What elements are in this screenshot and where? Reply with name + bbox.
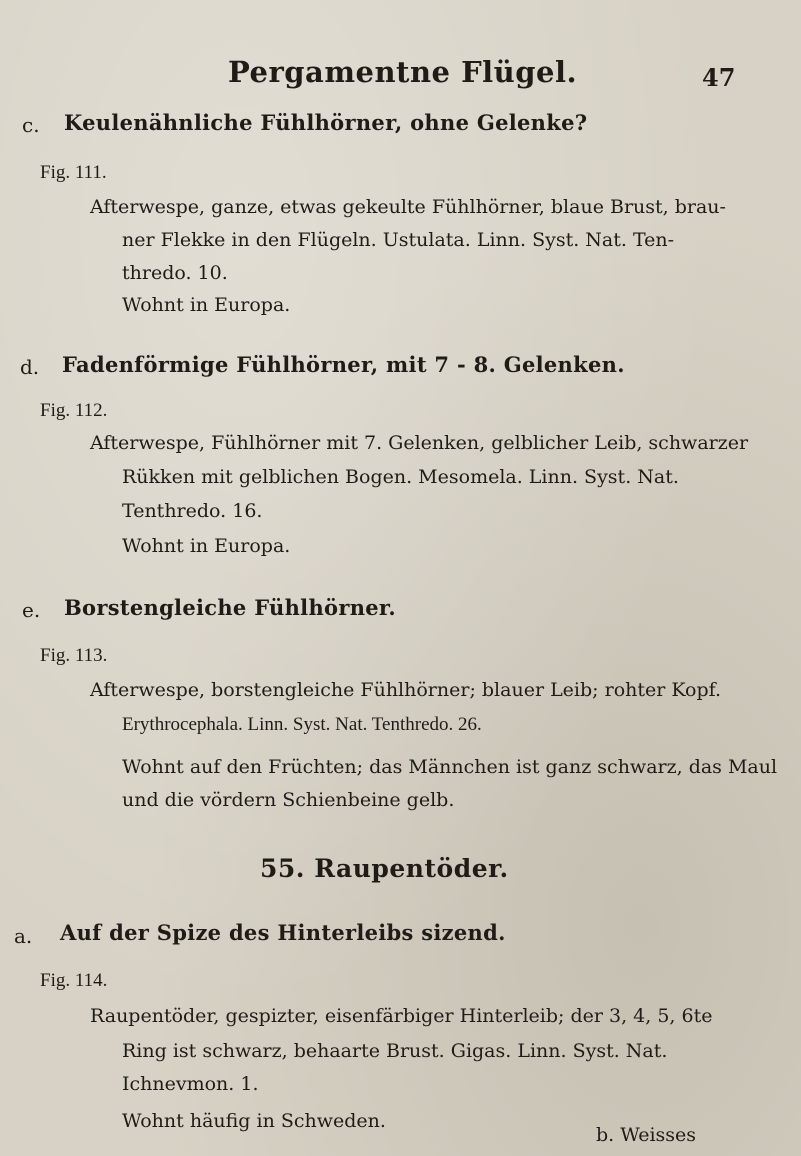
- text-line: Rükken mit gelblichen Bogen. Mesomela. Linn. Syst. Nat.: [122, 466, 679, 488]
- text-line: Raupentöder, gespizter, eisenfärbiger Hinterleib; der 3, 4, 5, 6te: [90, 1005, 713, 1027]
- text-line: Afterwespe, borstengleiche Fühlhörner; blauer Leib; rohter Kopf.: [90, 679, 722, 701]
- figure-label-111: Fig. 111.: [40, 162, 107, 183]
- text-line: Ichnevmon. 1.: [122, 1073, 259, 1095]
- section-marker-a: a.: [14, 924, 33, 948]
- section-heading-c: Keulenähnliche Fühlhörner, ohne Gelenke?: [64, 110, 588, 135]
- text-line: Tenthredo. 16.: [122, 500, 263, 522]
- text-line: Erythrocephala. Linn. Syst. Nat. Tenthredo. 26.: [122, 714, 482, 735]
- text-line: thredo. 10.: [122, 262, 228, 284]
- figure-label-114: Fig. 114.: [40, 970, 108, 991]
- text-line: Afterwespe, Fühlhörner mit 7. Gelenken, gelblicher Leib, schwarzer: [90, 432, 749, 454]
- habitat-line: Wohnt häufig in Schweden.: [122, 1110, 386, 1132]
- text-line: ner Flekke in den Flügeln. Ustulata. Linn. Syst. Nat. Ten-: [122, 229, 675, 251]
- chapter-heading: 55. Raupentöder.: [260, 854, 509, 883]
- page-number: 47: [702, 63, 736, 92]
- section-marker-d: d.: [20, 355, 40, 379]
- habitat-line: Wohnt auf den Früchten; das Männchen ist ganz schwarz, das Maul: [122, 756, 778, 778]
- section-heading-a: Auf der Spize des Hinterleibs sizend.: [60, 920, 506, 945]
- figure-label-112: Fig. 112.: [40, 400, 108, 421]
- habitat-line: Wohnt in Europa.: [122, 535, 291, 557]
- section-marker-c: c.: [22, 113, 40, 137]
- section-marker-e: e.: [22, 598, 41, 622]
- text-line: Ring ist schwarz, behaarte Brust. Gigas. Linn. Syst. Nat.: [122, 1040, 668, 1062]
- habitat-line: und die vördern Schienbeine gelb.: [122, 789, 455, 811]
- text-line: Afterwespe, ganze, etwas gekeulte Fühlhörner, blaue Brust, brau-: [90, 196, 726, 218]
- catchword: b. Weisses: [596, 1124, 697, 1146]
- figure-label-113: Fig. 113.: [40, 645, 108, 666]
- habitat-line: Wohnt in Europa.: [122, 294, 291, 316]
- section-heading-e: Borstengleiche Fühlhörner.: [64, 595, 396, 620]
- section-heading-d: Fadenförmige Fühlhörner, mit 7 - 8. Gelenken.: [62, 352, 625, 377]
- running-header: Pergamentne Flügel.: [228, 55, 578, 89]
